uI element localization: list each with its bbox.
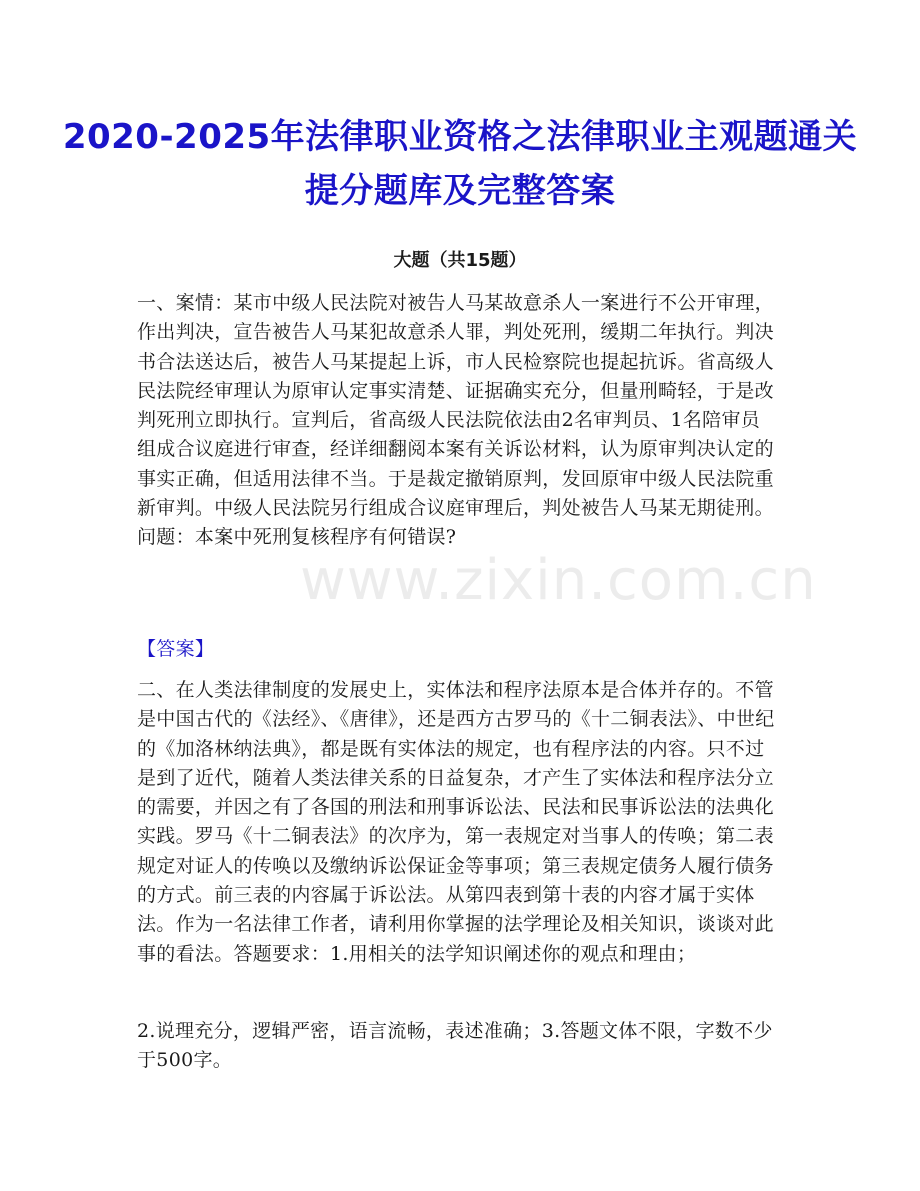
page-title: 2020-2025年法律职业资格之法律职业主观题通关提分题库及完整答案 [62, 117, 858, 211]
watermark: www.zixin.com.cn [300, 548, 817, 613]
question-2-requirements: 2.说理充分，逻辑严密，语言流畅，表述准确；3.答题文体不限，字数不少于500字。 [137, 1020, 773, 1072]
question-2-text: 二、在人类法律制度的发展史上，实体法和程序法原本是合体并存的。不管是中国古代的《法经》、《唐律》，还是西方古罗马的《十二铜表法》、中世纪的《加洛林纳法典》，都是既有实体法的规定，也有程序法的内容。只不过是到了近代，随着人类法律关系的日益复杂，才产生了实体法和程序法分立的需要，并因之有了各国的刑法和刑事诉讼法、民法和民事诉讼法的法典化实践。罗马《十二铜表法》的次序为，第一表规定对当事人的传唤；第二表规定对证人的传唤以及缴纳诉讼保证金等事项；第三表规定债务人履行债务的方式。前三表的内容属于诉讼法。从第四表到第十表的内容才属于实体法。作为一名法律工作者，请利用你掌握的法学理论及相关知识，谈谈对此事的看法。答题要求：1.用相关的法学知识阐述你的观点和理由； [137, 679, 775, 965]
section-heading: 大题（共15题） [393, 250, 527, 271]
answer-label: 【答案】 [137, 638, 215, 660]
question-1-text: 一、案情：某市中级人民法院对被告人马某故意杀人一案进行不公开审理，作出判决，宣告被告人马某犯故意杀人罪，判处死刑，缓期二年执行。判决书合法送达后，被告人马某提起上诉，市人民检察院也提起抗诉。省高级人民法院经审理认为原审认定事实清楚、证据确实充分，但量刑畸轻，于是改判死刑立即执行。宣判后，省高级人民法院依法由2名审判员、1名陪审员组成合议庭进行审查，经详细翻阅本案有关诉讼材料，认为原审判决认定的事实正确，但适用法律不当。于是裁定撤销原判，发回原审中级人民法院重新审判。中级人民法院另行组成合议庭审理后，判处被告人马某无期徒刑。问题：本案中死刑复核程序有何错误? [137, 292, 774, 549]
